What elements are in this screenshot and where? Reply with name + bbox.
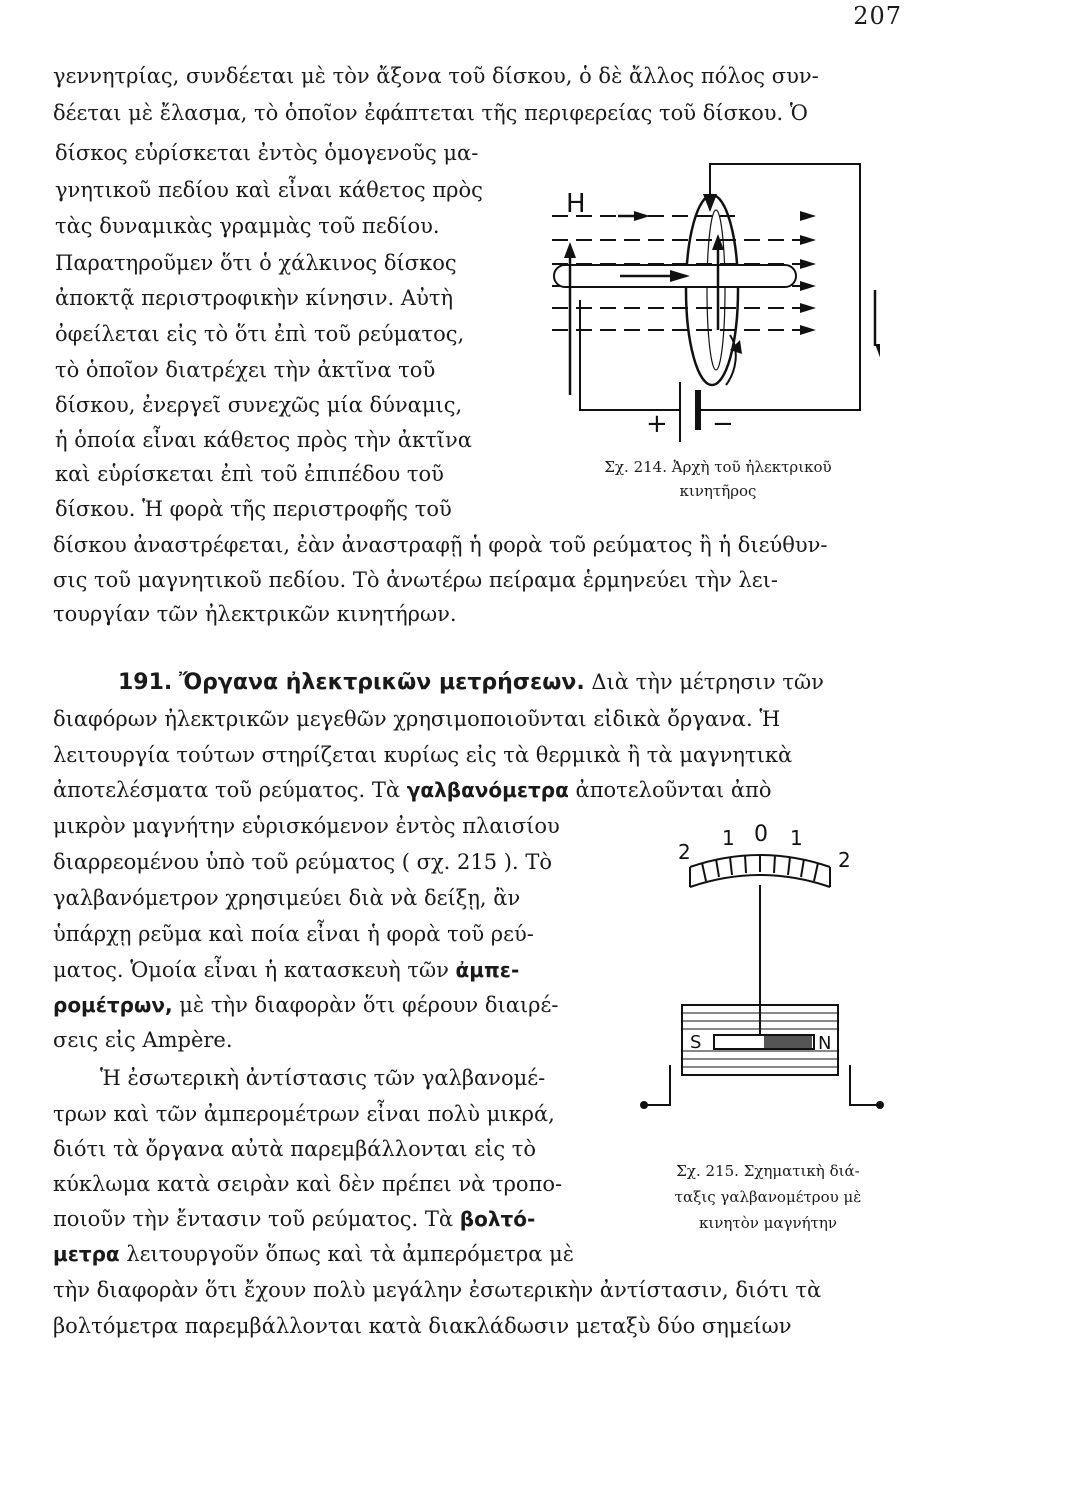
text-line: δίσκου, ἐνεργεῖ συνεχῶς μία δύναμις, — [55, 393, 463, 417]
section-title: Ὄργανα ἠλεκτρικῶν μετρήσεων. — [178, 670, 585, 695]
text-line: ἀποκτᾷ περιστροφικὴν κίνησιν. Αὐτὴ — [55, 286, 454, 310]
text-line: δέεται μὲ ἔλασμα, τὸ ὁποῖον ἐφάπτεται τῆς περιφερείας τοῦ δίσκου. Ὁ — [53, 101, 808, 125]
scale-label: 2 — [838, 848, 851, 872]
scale-label: 0 — [754, 822, 768, 847]
section-number: 191. — [118, 670, 173, 695]
section-191-line — [118, 668, 824, 697]
text-line — [53, 776, 771, 804]
text-line: βολτόμετρα παρεμβάλλονται κατὰ διακλάδωσιν μεταξὺ δύο σημείων — [53, 1314, 792, 1338]
label-s: S — [690, 1032, 702, 1053]
text-line: μικρὸν μαγνήτην εὑρισκόμενον ἐντὸς πλαισίου — [53, 814, 560, 838]
bold-term: βολτό- — [459, 1207, 536, 1231]
text-line: σις τοῦ μαγνητικοῦ πεδίου. Τὸ ἀνωτέρω πείραμα ἑρμηνεύει τὴν λει- — [53, 568, 779, 592]
page-number: 207 — [853, 2, 902, 30]
text-line: διαρρεομένου ὑπὸ τοῦ ρεύματος ( σχ. 215 ). Τὸ — [53, 850, 552, 874]
text-line: Ἡ ἐσωτερικὴ ἀντίστασις τῶν γαλβανομέ- — [100, 1066, 546, 1090]
text-line — [53, 1205, 535, 1233]
text: μὲ τὴν διαφορὰν ὅτι φέρουν διαιρέ- — [179, 993, 559, 1017]
figure-215-galvanometer-diagram — [630, 815, 890, 1145]
scale-label: 1 — [790, 826, 803, 850]
scale-label: 2 — [678, 840, 691, 864]
figure-215-caption: Σχ. 215. Σχηματικὴ διά- — [676, 1162, 860, 1180]
text-line: κύκλωμα κατὰ σειρὰν καὶ δὲν πρέπει νὰ τροπο- — [53, 1172, 563, 1196]
text-line: ὀφείλεται εἰς τὸ ὅτι ἐπὶ τοῦ ρεύματος, — [55, 322, 465, 346]
text-line: γεννητρίας, συνδέεται μὲ τὸν ἄξονα τοῦ δίσκου, ὁ δὲ ἄλλος πόλος συν- — [53, 64, 819, 88]
text: λειτουργοῦν ὅπως καὶ τὰ ἀμπερόμετρα μὲ — [126, 1242, 575, 1266]
text-line: δίσκου ἀναστρέφεται, ἐὰν ἀναστραφῇ ἡ φορὰ τοῦ ρεύματος ἢ ἡ διεύθυν- — [53, 533, 828, 557]
label-minus: − — [712, 409, 734, 439]
text-line: ὑπάρχῃ ρεῦμα καὶ ποία εἶναι ἡ φορὰ τοῦ ρεύ- — [53, 922, 534, 946]
text-line: δίσκου. Ἡ φορὰ τῆς περιστροφῆς τοῦ — [55, 497, 452, 521]
figure-214-caption: Σχ. 214. Ἀρχὴ τοῦ ἠλεκτρικοῦ — [604, 458, 832, 476]
text-line: δίσκος εὑρίσκεται ἐντὸς ὁμογενοῦς μα- — [55, 141, 479, 165]
text-line: γαλβανόμετρον χρησιμεύει διὰ νὰ δείξῃ, ἂν — [53, 886, 521, 910]
label-n: N — [818, 1033, 832, 1054]
label-h: H — [566, 189, 586, 219]
text: Διὰ τὴν μέτρησιν τῶν — [591, 670, 824, 694]
bold-term: μετρα — [53, 1242, 120, 1266]
label-plus: + — [646, 409, 668, 439]
figure-214-motor-diagram — [540, 150, 880, 450]
text: ποιοῦν τὴν ἔντασιν τοῦ ρεύματος. Τὰ — [53, 1207, 454, 1231]
bold-term: γαλβανόμετρα — [406, 778, 569, 802]
text: ἀποτελέσματα τοῦ ρεύματος. Τὰ — [53, 778, 401, 802]
text: ἀποτελοῦνται ἀπὸ — [575, 778, 772, 802]
text-line: λειτουργία τούτων στηρίζεται κυρίως εἰς τὰ θερμικὰ ἢ τὰ μαγνητικὰ — [53, 743, 793, 767]
text-line: καὶ εὑρίσκεται ἐπὶ τοῦ ἐπιπέδου τοῦ — [55, 462, 444, 486]
text-line: διότι τὰ ὄργανα αὐτὰ παρεμβάλλονται εἰς τὸ — [53, 1137, 537, 1161]
text-line — [53, 956, 519, 984]
text-line: διαφόρων ἠλεκτρικῶν μεγεθῶν χρησιμοποιοῦνται εἰδικὰ ὄργανα. Ἡ — [53, 707, 781, 731]
text-line: σεις εἰς Ampère. — [53, 1028, 233, 1052]
text-line: τὰς δυναμικὰς γραμμὰς τοῦ πεδίου. — [55, 214, 440, 238]
scale-label: 1 — [722, 826, 735, 850]
bold-term: ἀμπε- — [455, 958, 520, 982]
text-line: τὴν διαφορὰν ὅτι ἔχουν πολὺ μεγάλην ἐσωτερικὴν ἀντίστασιν, διότι τὰ — [53, 1278, 822, 1302]
text-line — [53, 991, 558, 1019]
figure-214-caption: κινητῆρος — [679, 482, 757, 500]
text-line: τὸ ὁποῖον διατρέχει τὴν ἀκτῖνα τοῦ — [55, 358, 436, 382]
text-line: τρων καὶ τῶν ἀμπερομέτρων εἶναι πολὺ μικρά, — [53, 1102, 555, 1126]
text-line: γνητικοῦ πεδίου καὶ εἶναι κάθετος πρὸς — [55, 178, 483, 202]
text-line: τουργίαν τῶν ἠλεκτρικῶν κινητήρων. — [53, 602, 457, 626]
text-line: ἡ ὁποία εἶναι κάθετος πρὸς τὴν ἀκτῖνα — [55, 428, 472, 452]
bold-term: ρομέτρων, — [53, 993, 173, 1017]
text-line: Παρατηροῦμεν ὅτι ὁ χάλκινος δίσκος — [55, 251, 457, 275]
figure-215-caption: ταξις γαλβανομέτρου μὲ — [674, 1188, 862, 1206]
text-line — [53, 1240, 574, 1268]
figure-215-caption: κινητὸν μαγνήτην — [699, 1214, 837, 1232]
text: ματος. Ὁμοία εἶναι ἡ κατασκευὴ τῶν — [53, 958, 449, 982]
